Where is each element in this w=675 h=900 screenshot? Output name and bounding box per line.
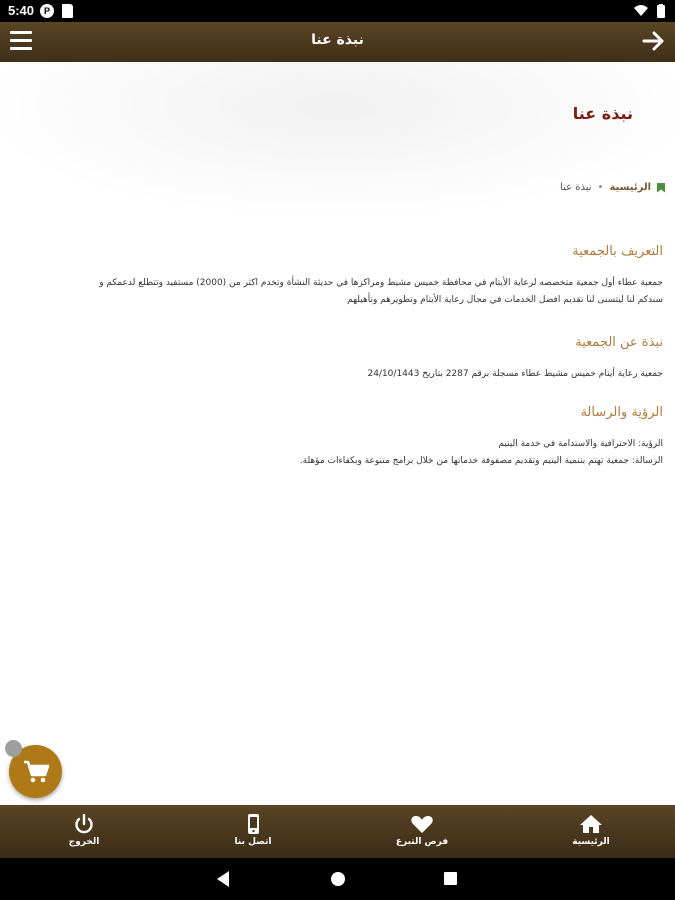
nav-item-donate[interactable] [367, 805, 477, 858]
nav-label: فرص التبرع [395, 837, 449, 847]
app-bar-title: نبذة عنا [311, 32, 364, 48]
drag-handle[interactable] [5, 740, 22, 757]
bottom-navigation [0, 805, 675, 858]
wifi-battery-icon [633, 4, 667, 21]
paragraph-line: الرؤية: الاحترافية والاستدامة في خدمة اليتيم [498, 439, 663, 449]
paragraph-line: جمعية عطاء أول جمعية متخصصه لرعاية الأيتام في محافظة خميس مشيط ومراكزها في حديثة النشأة وتخدم اكثر من (2000) مستفيد وتتطلع لدعمكم و [99, 278, 663, 288]
system-back-icon[interactable] [217, 871, 229, 887]
home-icon [579, 814, 603, 834]
system-recents-icon[interactable] [444, 872, 457, 885]
page-banner [0, 62, 675, 212]
page-title: نبذة عنا [572, 104, 633, 123]
system-navigation-bar [0, 858, 675, 900]
main-content [0, 212, 675, 470]
nav-item-home[interactable] [536, 805, 646, 858]
phone-icon [241, 814, 265, 834]
heart-icon [410, 814, 434, 834]
paragraph-line: الرسالة: جمعية تهتم بتنمية اليتيم وتقديم مصفوفة خدماتها من خلال برامج متنوعة وبكفاءات مؤهلة. [299, 456, 663, 466]
nav-item-logout[interactable] [29, 805, 139, 858]
nav-label: الخروج [68, 837, 100, 847]
breadcrumb-separator: • [597, 182, 604, 193]
section-paragraph [12, 275, 663, 309]
system-home-icon[interactable] [331, 872, 345, 886]
breadcrumb [560, 182, 665, 193]
app-notification-icon: P [40, 4, 54, 18]
sd-card-icon [62, 4, 73, 18]
breadcrumb-home-link[interactable]: الرئيسية [609, 182, 651, 193]
section-paragraph [12, 436, 663, 470]
section-title: الرؤية والرسالة [580, 405, 663, 420]
paragraph-line: جمعية رعاية أيتام خميس مشيط عطاء مسجلة برقم 2287 بتاريخ 24/10/1443 [367, 369, 663, 379]
paragraph-line: سندكم لنا ليتسنى لنا تقديم افضل الخدمات في مجال رعاية الأيتام وتطويرهم وتأهيلهم [347, 295, 663, 305]
arrow-forward-icon[interactable] [641, 28, 667, 54]
section-paragraph [12, 366, 663, 383]
bookmark-icon [657, 183, 665, 193]
status-bar [0, 0, 675, 22]
nav-label: الرئيسية [572, 837, 610, 847]
section-title: نبذة عن الجمعية [575, 335, 663, 350]
nav-label: اتصل بنا [234, 837, 272, 847]
app-bar [0, 22, 675, 62]
section-title: التعريف بالجمعية [572, 244, 663, 259]
power-icon [72, 814, 96, 834]
nav-item-contact[interactable] [198, 805, 308, 858]
status-time: 5:40 [8, 3, 35, 18]
breadcrumb-current: نبذة عنا [560, 182, 592, 193]
